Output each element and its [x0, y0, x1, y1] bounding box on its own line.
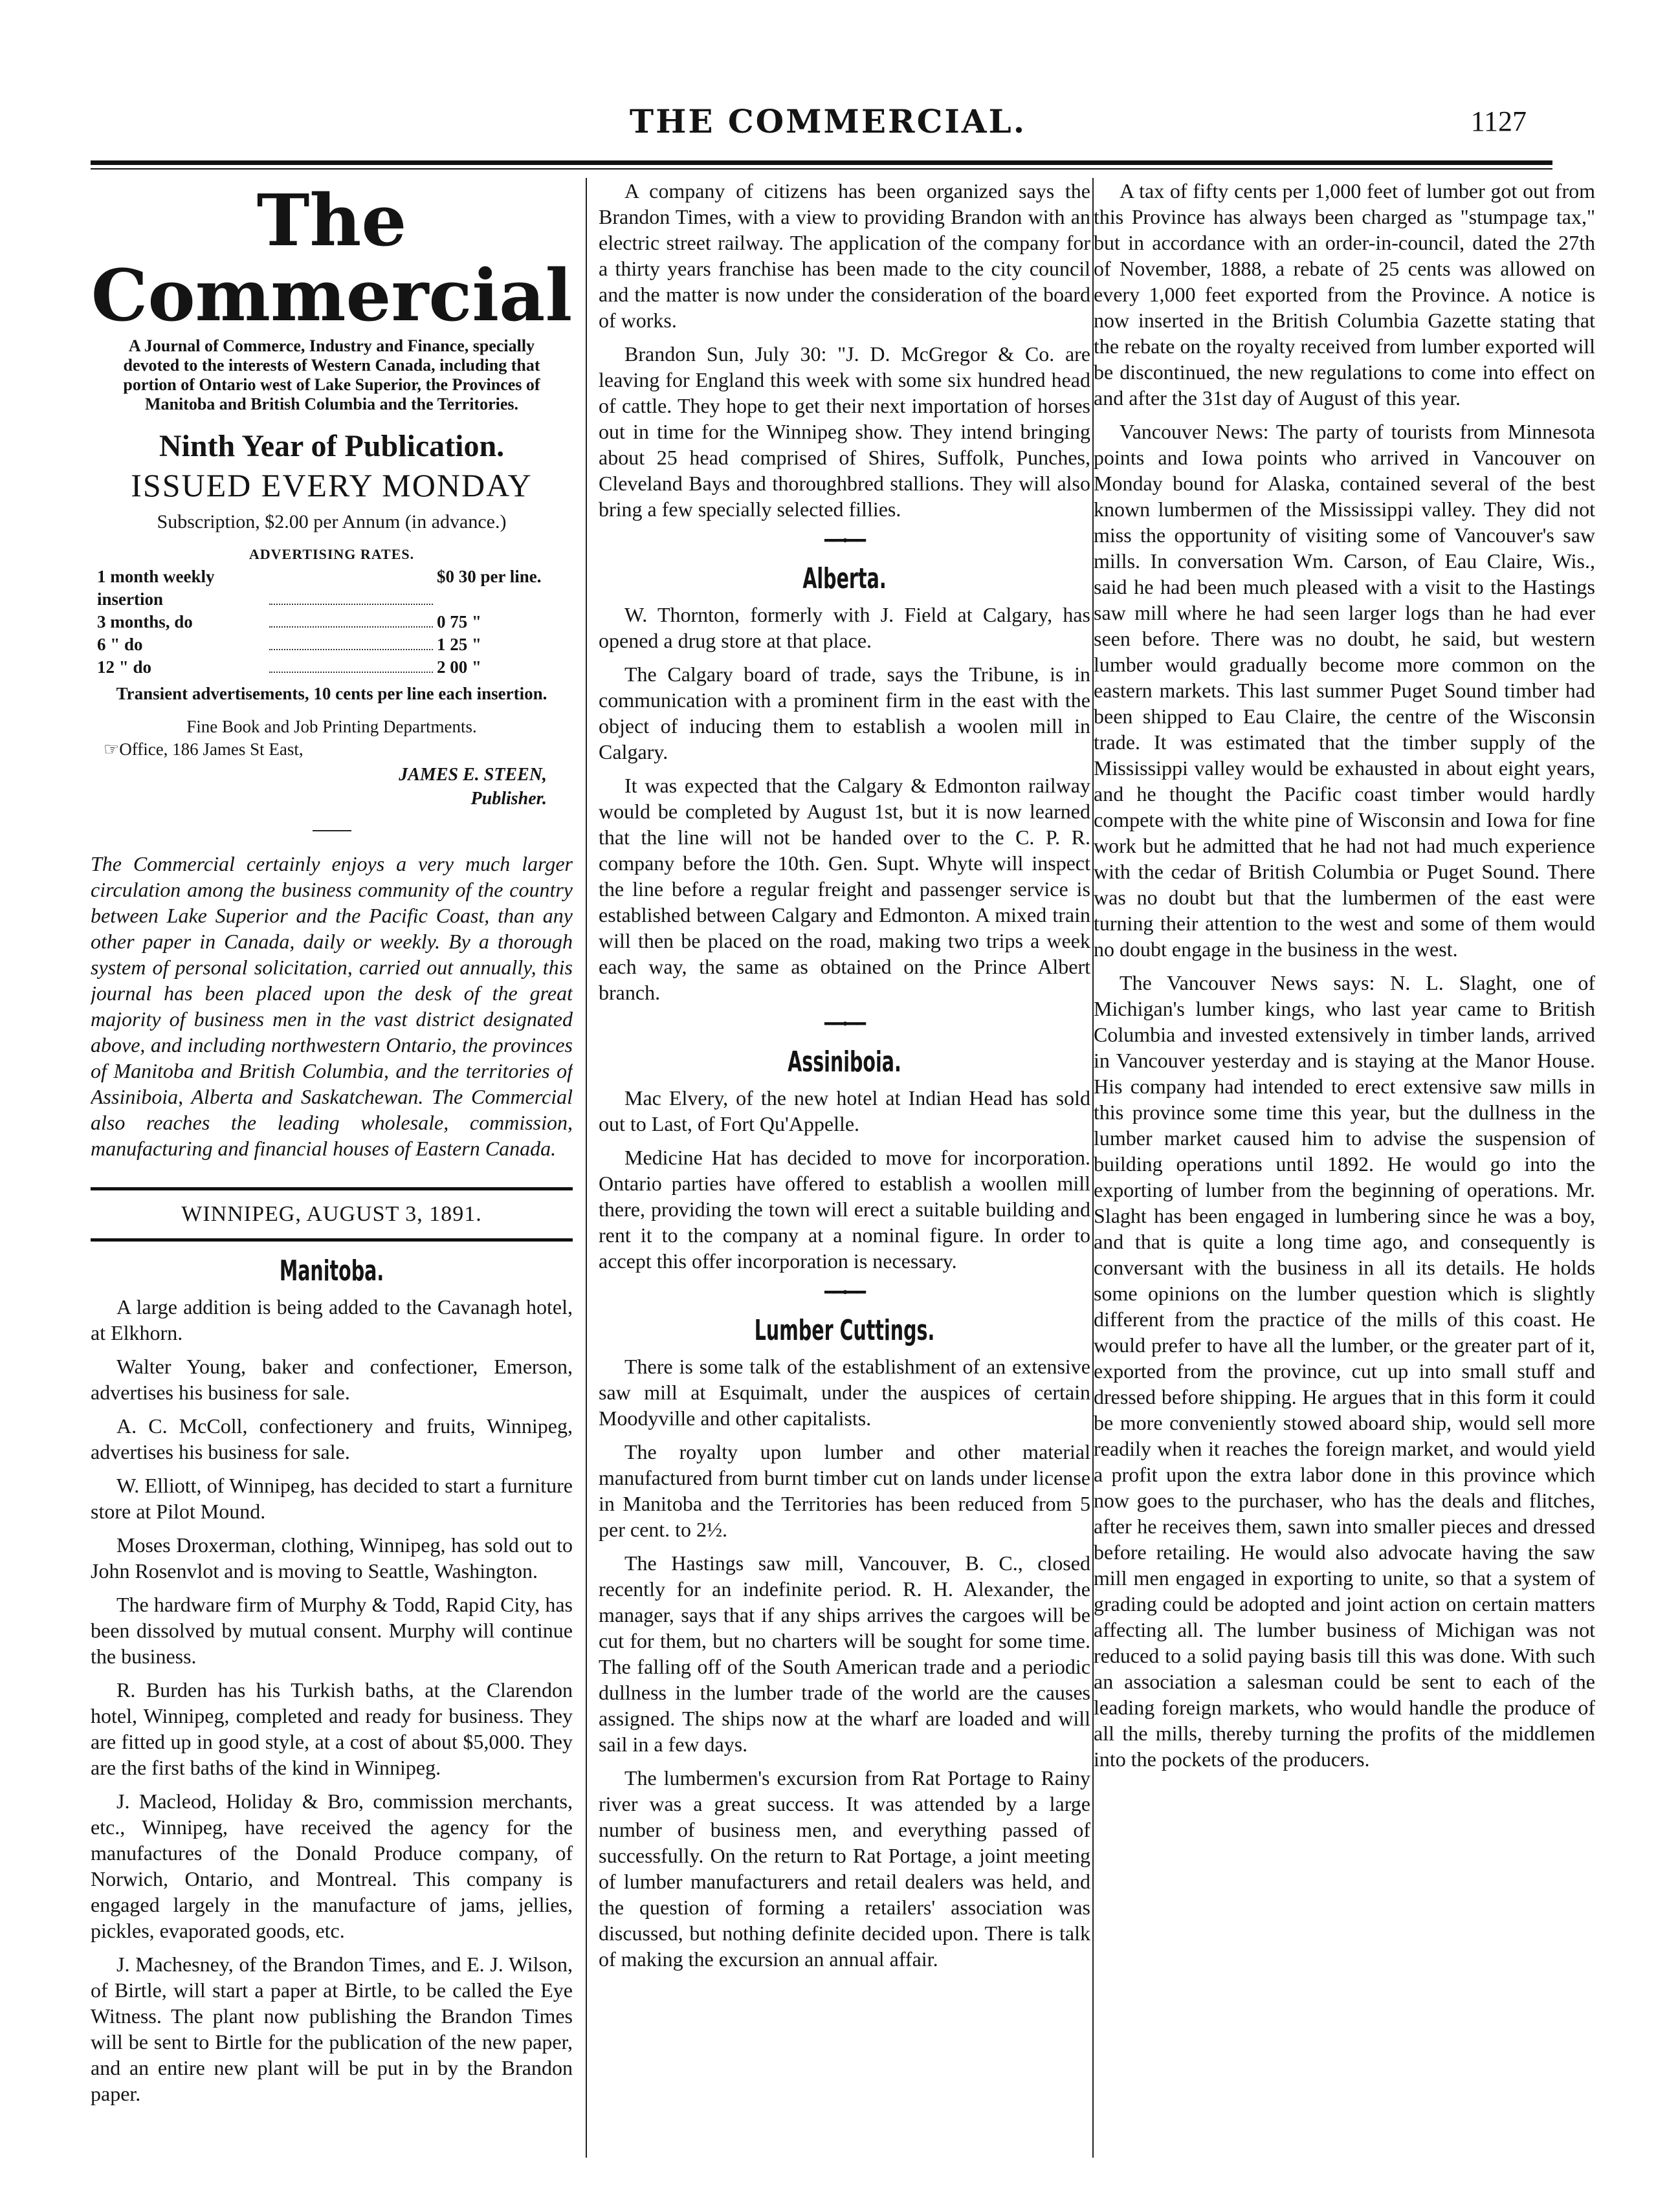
office-address	[104, 739, 573, 760]
header-rule-thin	[91, 168, 1552, 170]
rate-row	[91, 565, 573, 611]
masthead-title: The Commercial	[91, 179, 573, 337]
article-paragraph: The Calgary board of trade, says the Tribune, is in communication with a prominent firm in the east with the object of inducing them to establish a woolen mill in Calgary.	[599, 663, 1090, 763]
article-paragraph: Medicine Hat has decided to move for incorporation. Ontario parties have offered to establish a woollen mill there, providing the town will erect a suitable building and rent it to the company at a nominal figure. In order to accept this offer incorporation is necessary.	[599, 1146, 1090, 1273]
publisher-name: JAMES E. STEEN,	[399, 765, 547, 785]
article-paragraph: W. Thornton, formerly with J. Field at Calgary, has opened a drug store at that place.	[599, 603, 1090, 652]
short-divider	[313, 830, 351, 831]
article-paragraph: R. Burden has his Turkish baths, at the Clarendon hotel, Winnipeg, completed and ready for business. They are fitted up in good style, at a cost of about $5,000. They are the first baths of the kind in Winnipeg.	[91, 1678, 573, 1779]
printing-departments: Fine Book and Job Printing Departments.	[186, 717, 477, 737]
article-paragraph: The hardware firm of Murphy & Todd, Rapid City, has been dissolved by mutual consent. Murphy will continue the business.	[91, 1592, 573, 1668]
publisher-signature	[91, 763, 547, 811]
transient-advertisements: Transient advertisements, 10 cents per line each insertion.	[116, 684, 547, 704]
article-paragraph: W. Elliott, of Winnipeg, has decided to start a furniture store at Pilot Mound.	[91, 1473, 573, 1523]
article-paragraph: Vancouver News: The party of tourists from Minnesota points and Iowa points who arrived in Vancouver on Monday bound for Alaska, contained several of the best known lumbermen of the Mississippi valley. They did not miss the opportunity of visiting some of Vancouver's saw mills. In conversation Wm. Carson, of Eau Claire, Wis., said he had been much pleased with a visit to the Hastings saw mill where he had seen larger logs than he had ever seen before. There was no doubt, he said, but western lumber would gradually become more common on the eastern markets. This last summer Puget Sound timber had been shipped to Eau Claire, the centre of the Wisconsin trade. It was estimated that the timber supply of the Mississippi valley would be exhausted in about eight years, and he thought the Pacific coast timber would hardly compete with the white pine of Wisconsin and Iowa for fine work but he admitted that he had not had much experience with the cedar of British Columbia or Puget Sound. There was no doubt but that the lumbermen of the east were turning their attention to the west and some of them would no doubt engage in the business in the west.	[1094, 420, 1595, 961]
article-paragraph: Brandon Sun, July 30: "J. D. McGregor & Co. are leaving for England this week with some six hundred head of cattle. They hope to get their next importation of horses out in time for the Winnipeg show. They intend bringing about 25 head comprised of Shires, Suffolk, Punches, Cleveland Bays and thoroughbred stallions. They will also bring a few specially selected fillies.	[599, 342, 1090, 521]
rate-label: 12 " do	[97, 657, 152, 677]
column-divider	[586, 178, 587, 2158]
section-heading-assiniboia: Assiniboia.	[788, 1046, 901, 1079]
rate-label: 3 months, do	[97, 611, 193, 631]
article-paragraph: A tax of fifty cents per 1,000 feet of lumber got out from this Province has always been charged as "stumpage tax," but in accordance with an order-in-council, dated the 27th of November, 1888, a rebate of 25 cents was allowed on every 1,000 feet exported from the Province. A notice is now inserted in the British Columbia Gazette stating that the rebate on the royalty received from lumber exported will be discontinued, the new regulations to come into effect on and after the 31st day of August of this year.	[1094, 179, 1595, 410]
rate-value: 1 25 "	[437, 634, 481, 654]
article-paragraph: Walter Young, baker and confectioner, Emerson, advertises his business for sale.	[91, 1354, 573, 1404]
subscription-price: Subscription, $2.00 per Annum (in advance.)	[157, 510, 507, 532]
column-left	[91, 178, 573, 2158]
leader-dots	[269, 656, 433, 673]
article-paragraph: Moses Droxerman, clothing, Winnipeg, has sold out to John Rosenvlot and is moving to Seattle, Washington.	[91, 1533, 573, 1582]
masthead-subtitle: A Journal of Commerce, Industry and Finance, specially devoted to the interests of Western Canada, including that portion of Ontario west of Lake Superior, the Provinces of Manitoba and British Columbia and the Territories.	[123, 336, 540, 413]
article-paragraph: A. C. McColl, confectionery and fruits, Winnipeg, advertises his business for sale.	[91, 1414, 573, 1463]
rate-row	[91, 611, 573, 633]
leader-dots	[269, 611, 433, 628]
rate-label: 6 " do	[97, 634, 143, 654]
section-separator: ━━•━━	[824, 1283, 865, 1302]
section-heading-manitoba: Manitoba.	[279, 1254, 384, 1287]
rate-value: 2 00 "	[437, 657, 481, 677]
running-title: THE COMMERCIAL.	[629, 102, 1027, 140]
section-heading-alberta: Alberta.	[802, 562, 887, 595]
article-paragraph: J. Machesney, of the Brandon Times, and E. J. Wilson, of Birtle, will start a paper at Birtle, to be called the Eye Witness. The plant now publishing the Brandon Times will be sent to Birtle for the publication of the new paper, and an entire new plant will be put in by the Brandon paper.	[91, 1952, 573, 2105]
article-paragraph: A company of citizens has been organized says the Brandon Times, with a view to providing Brandon with an electric street railway. The application of the company for a thirty years franchise has been made to the city council and the matter is now under the consideration of the board of works.	[599, 179, 1090, 332]
ninth-year: Ninth Year of Publication.	[159, 428, 505, 463]
header-rule	[91, 160, 1552, 165]
dateline-box	[91, 1187, 573, 1242]
article-paragraph: Mac Elvery, of the new hotel at Indian Head has sold out to Last, of Fort Qu'Appelle.	[599, 1086, 1090, 1135]
circulation-notice: The Commercial certainly enjoys a very much larger circulation among the business community of the country between Lake Superior and the Pacific Coast, than any other paper in Canada, daily or weekly. By a thorough system of personal solicitation, carried out annually, this journal has been placed upon the desk of the great majority of business men in the vast district designated above, and including northwestern Ontario, the provinces of Manitoba and British Columbia, and the territories of Assiniboia, Alberta and Saskatchewan. The Commercial also reaches the leading wholesale, commission, manufacturing and financial houses of Eastern Canada.	[91, 851, 573, 1160]
article-paragraph: A large addition is being added to the Cavanagh hotel, at Elkhorn.	[91, 1295, 573, 1344]
leader-dots	[269, 565, 433, 605]
article-paragraph: It was expected that the Calgary & Edmonton railway would be completed by August 1st, but it is now learned that the line will not be handed over to the C. P. R. company before the 10th. Gen. Supt. Whyte will inspect the line before a regular freight and passenger service is established between Calgary and Edmonton. A mixed train will then be placed on the road, making two trips a week each way, the same as obtained on the Prince Albert branch.	[599, 774, 1090, 1004]
column-middle	[599, 178, 1090, 2158]
article-paragraph: The lumbermen's excursion from Rat Portage to Rainy river was a great success. It was attended by a large number of business men, and everything passed of successfully. On the return to Rat Portage, a joint meeting of lumber manufacturers and retail dealers was held, and the question of forming a retailers' association was discussed, but nothing definite decided upon. There is talk of making the excursion an annual affair.	[599, 1766, 1090, 1971]
publisher-title: Publisher.	[470, 788, 547, 809]
page-header	[0, 97, 1656, 155]
page-number: 1127	[1470, 105, 1527, 137]
article-paragraph: The Vancouver News says: N. L. Slaght, one of Michigan's lumber kings, who last year came to British Columbia and invested extensively in timber lands, arrived in Vancouver yesterday and is staying at the Manor House. His company had intended to erect extensive saw mills in this province some time this year, but the dullness in the lumber market caused him to advise the suspension of building operations until 1892. He would go into the exporting of lumber from the beginning of operations. Mr. Slaght has been engaged in lumbering since he was a boy, and that is quite a long time ago, and consequently is conversant with the business in all its details. He holds some opinions on the lumber question which is slightly different from the practice of the mills of this coast. He would prefer to have all the lumber, or the greater part of it, exported from the province, cut up into small stuff and dressed before shipping. He argues that in this form it could be more conveniently stowed aboard ship, would sell more readily when it reaches the foreign market, and would yield a profit upon the extra labor done in this province which now goes to the purchaser, who has the deals and flitches, after he receives them, sawn into smaller pieces and dressed before retailing. He would also advocate having the saw mill men engaged in exporting to unite, so that a system of grading could be adopted and joint action on certain matters affecting all. The lumber business of Michigan was not reduced to a solid paying basis till this was done. With such an association a salesman could be sent to each of the leading foreign markets, who would handle the produce of all the mills, thereby turning the profits of the middlemen into the pockets of the producers.	[1094, 971, 1595, 1771]
rate-row	[91, 633, 573, 656]
section-heading-lumber: Lumber Cuttings.	[754, 1314, 935, 1347]
rate-value: $0 30 per line.	[437, 566, 542, 586]
rate-row	[91, 656, 573, 679]
rate-label: 1 month weekly insertion	[97, 566, 215, 609]
office-address-text: Office, 186 James St East,	[119, 739, 304, 760]
article-paragraph: J. Macleod, Holiday & Bro, commission merchants, etc., Winnipeg, have received the agency for the manufactures of the Donald Produce company, of Norwich, Ontario, and Montreal. This company is engaged largely in the manufacture of jams, jellies, pickles, evaporated goods, etc.	[91, 1789, 573, 1942]
rate-value: 0 75 "	[437, 611, 481, 631]
column-right	[1094, 178, 1595, 2158]
article-paragraph: There is some talk of the establishment of an extensive saw mill at Esquimalt, under the auspices of certain Moodyville and other capitalists.	[599, 1355, 1090, 1430]
section-separator: ━━•━━	[824, 531, 865, 550]
article-paragraph: The royalty upon lumber and other material manufactured from burnt timber cut on lands under license in Manitoba and the Territories has been reduced from 5 per cent. to 2½.	[599, 1440, 1090, 1541]
article-paragraph: The Hastings saw mill, Vancouver, B. C., closed recently for an indefinite period. R. H. Alexander, the manager, says that if any ships arrives the cargoes will be cut for them, but no charters will be sought for some time. The falling off of the South American trade and a periodic dullness in the lumber trade of the world are the causes assigned. The ships now at the wharf are loaded and will sail in a few days.	[599, 1551, 1090, 1756]
issued-every-monday: ISSUED EVERY MONDAY	[131, 466, 533, 503]
rates-heading: ADVERTISING RATES.	[248, 545, 415, 562]
pointing-hand-icon: ☞	[104, 739, 120, 760]
section-separator: ━━•━━	[824, 1014, 865, 1033]
leader-dots	[269, 633, 433, 650]
dateline: WINNIPEG, AUGUST 3, 1891.	[181, 1201, 482, 1226]
